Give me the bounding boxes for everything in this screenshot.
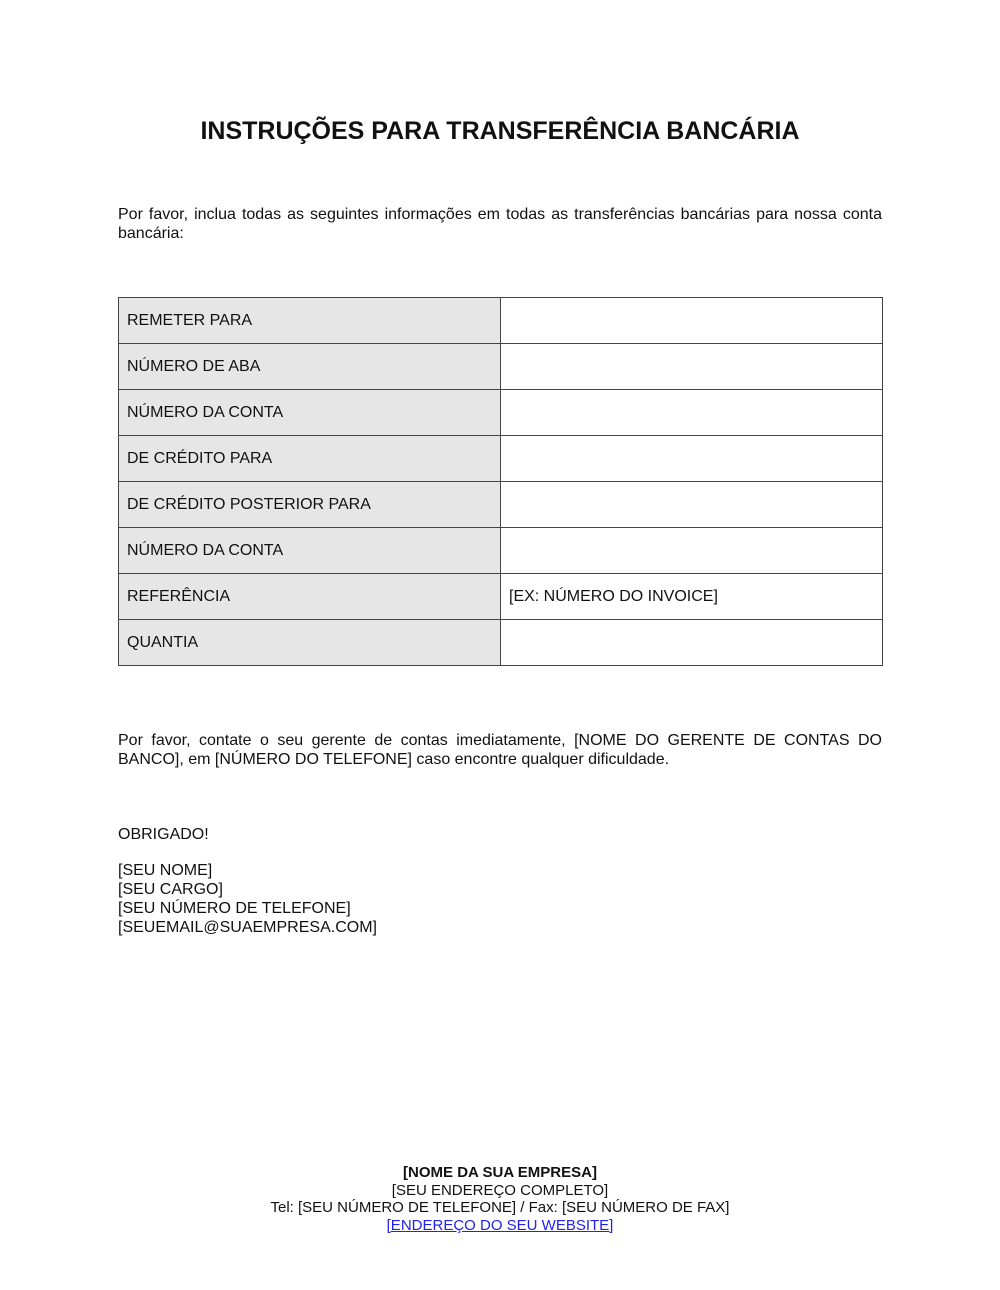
row-label: REMETER PARA (119, 298, 501, 344)
row-value[interactable] (501, 528, 883, 574)
row-value[interactable] (501, 620, 883, 666)
row-label: REFERÊNCIA (119, 574, 501, 620)
row-label: NÚMERO DA CONTA (119, 528, 501, 574)
row-value[interactable] (501, 390, 883, 436)
footer-phone-fax: Tel: [SEU NÚMERO DE TELEFONE] / Fax: [SEU NÚMERO DE FAX] (270, 1199, 730, 1216)
row-label: NÚMERO DE ABA (119, 344, 501, 390)
wire-details-table (118, 297, 883, 666)
row-label: DE CRÉDITO POSTERIOR PARA (119, 482, 501, 528)
table-row (119, 436, 883, 482)
document-title: INSTRUÇÕES PARA TRANSFERÊNCIA BANCÁRIA (200, 117, 800, 145)
signature-email: [SEUEMAIL@SUAEMPRESA.COM] (118, 919, 377, 936)
table-row (119, 528, 883, 574)
row-label: DE CRÉDITO PARA (119, 436, 501, 482)
table-row (119, 298, 883, 344)
footer-address: [SEU ENDEREÇO COMPLETO] (391, 1181, 609, 1199)
contact-paragraph: Por favor, contate o seu gerente de contas imediatamente, [NOME DO GERENTE DE CONTAS DO BANCO], em [NÚMERO DO TELEFONE] caso encontre qualquer dificuldade. (118, 732, 882, 768)
row-value[interactable] (501, 436, 883, 482)
row-label: QUANTIA (119, 620, 501, 666)
table-row (119, 390, 883, 436)
signature-title: [SEU CARGO] (118, 881, 223, 898)
footer-website-link[interactable]: [ENDEREÇO DO SEU WEBSITE] (386, 1216, 614, 1234)
thanks-text: OBRIGADO! (118, 826, 209, 843)
signature-block (118, 861, 377, 937)
signature-phone: [SEU NÚMERO DE TELEFONE] (118, 900, 351, 917)
row-value[interactable] (501, 344, 883, 390)
intro-paragraph: Por favor, inclua todas as seguintes informações em todas as transferências bancárias para nossa conta bancária: (118, 206, 882, 242)
footer (0, 1164, 1000, 1234)
table-row (119, 482, 883, 528)
table-row (119, 620, 883, 666)
row-value[interactable]: [EX: NÚMERO DO INVOICE] (501, 574, 883, 620)
row-label: NÚMERO DA CONTA (119, 390, 501, 436)
row-value[interactable] (501, 482, 883, 528)
table-row (119, 344, 883, 390)
table-row (119, 574, 883, 620)
footer-company: [NOME DA SUA EMPRESA] (403, 1164, 597, 1181)
signature-name: [SEU NOME] (118, 862, 213, 879)
row-value[interactable] (501, 298, 883, 344)
